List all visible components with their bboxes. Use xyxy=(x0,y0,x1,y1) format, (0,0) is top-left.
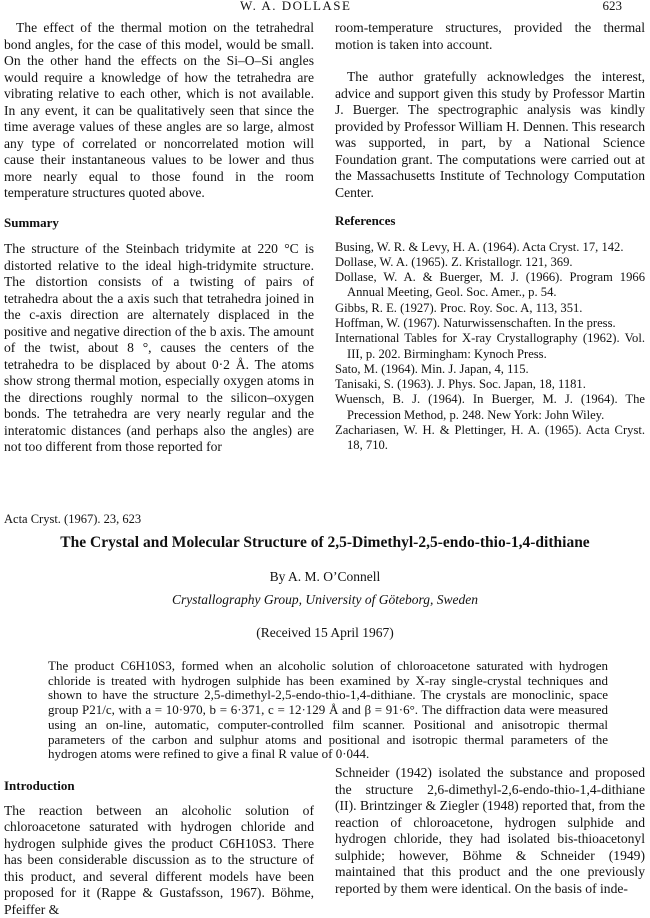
summary-heading: Summary xyxy=(4,215,314,232)
running-header xyxy=(0,0,650,16)
intro-right-column xyxy=(335,765,645,897)
reference-item: Hoffman, W. (1967). Naturwissenschaften. In the press. xyxy=(335,316,645,331)
reference-item: Tanisaki, S. (1963). J. Phys. Soc. Japan, 18, 1181. xyxy=(335,377,645,392)
author-affiliation: Crystallography Group, University of Göteborg, Sweden xyxy=(0,592,650,608)
reference-item: Busing, W. R. & Levy, H. A. (1964). Acta Cryst. 17, 142. xyxy=(335,240,645,255)
reference-item: Dollase, W. A. (1965). Z. Kristallogr. 121, 369. xyxy=(335,255,645,270)
article-title: The Crystal and Molecular Structure of 2,5-Dimethyl-2,5-endo-thio-1,4-dithiane xyxy=(0,534,650,552)
page-number: 623 xyxy=(603,0,623,14)
right-column-top xyxy=(335,20,645,454)
continued-paragraph: room-temperature structures, provided the thermal motion is taken into account. xyxy=(335,20,645,53)
reference-item: Gibbs, R. E. (1927). Proc. Roy. Soc. A, 113, 351. xyxy=(335,301,645,316)
references-heading: References xyxy=(335,213,645,230)
journal-citation: Acta Cryst. (1967). 23, 623 xyxy=(4,512,141,527)
reference-item: Dollase, W. A. & Buerger, M. J. (1966). Program 1966 Annual Meeting, Geol. Soc. Amer., p. 54. xyxy=(335,270,645,301)
abstract: The product C6H10S3, formed when an alcoholic solution of chloroacetone saturated with hydrogen chloride is treated with hydrogen sulphide has been examined by X-ray single-crystal techniques and shown to have the structure 2,5-dimethyl-2,5-endo-thio-1,4-dithiane. The crystals are monoclinic, space group P21/c, with a = 10·970, b = 6·371, c = 12·129 Å and β = 91·6°. The diffraction data were measured using an on-line, automatic, computer-controlled film scanner. Positional and anisotropic thermal parameters of the carbon and sulphur atoms and positional and isotropic thermal parameters of the hydrogen atoms were refined to give a final R value of 0·044. xyxy=(48,659,608,762)
intro-left-column xyxy=(4,778,314,918)
reference-item: Zachariasen, W. H. & Plettinger, H. A. (1965). Acta Cryst. 18, 710. xyxy=(335,423,645,454)
author-byline: By A. M. O’Connell xyxy=(0,569,650,585)
acknowledgement-paragraph: The author gratefully acknowledges the interest, advice and support given this study by Professor Martin J. Buerger. The spectrographic analysis was kindly provided by Professor William H. Dennen. This research was supported, in part, by a National Science Foundation grant. The computations were carried out at the Massachusetts Institute of Technology Computation Center. xyxy=(335,69,645,201)
introduction-paragraph-left: The reaction between an alcoholic solution of chloroacetone saturated with hydrogen chloride and hydrogen sulphide gives the product C6H10S3. There has been considerable discussion as to the structure of this product, and several different models have been proposed for it (Rappe & Gustafsson, 1967). Böhme, Pfeiffer & xyxy=(4,803,314,918)
reference-item: International Tables for X-ray Crystallography (1962). Vol. III, p. 202. Birmingham: Kynoch Press. xyxy=(335,331,645,362)
reference-item: Wuensch, B. J. (1964). In Buerger, M. J. (1964). The Precession Method, p. 248. New York: John Wiley. xyxy=(335,392,645,423)
introduction-paragraph-right: Schneider (1942) isolated the substance and proposed the structure 2,6-dimethyl-2,6-endo-thio-1,4-dithiane (II). Brintzinger & Ziegler (1948) reported that, from the reaction of chloroacetone, hydrogen sulphide and hydrogen chloride, they had isolated bis-thioacetonyl sulphide; however, Böhme & Schneider (1949) maintained that this product and the one previously reported by them were identical. On the basis of inde- xyxy=(335,765,645,897)
left-column-top xyxy=(4,20,314,456)
introduction-heading: Introduction xyxy=(4,778,314,795)
received-date: (Received 15 April 1967) xyxy=(0,625,650,641)
running-header-author: W. A. DOLLASE xyxy=(240,0,351,14)
reference-item: Sato, M. (1964). Min. J. Japan, 4, 115. xyxy=(335,362,645,377)
summary-paragraph: The structure of the Steinbach tridymite at 220 °C is distorted relative to the ideal high-tridymite structure. The distortion consists of a twisting of pairs of tetrahedra about the a axis such that tetrahedra joined in the c-axis direction are alternately displaced in the positive and negative direction of the b axis. The amount of the twist, about 8 °, causes the centers of the tetrahedra to be displaced by about 0·2 Å. The atoms show strong thermal motion, especially oxygen atoms in the directions roughly normal to the silicon–oxygen bonds. The tetrahedra are very nearly regular and the interatomic distances (and perhaps also the angles) are not too different from those reported for xyxy=(4,241,314,456)
thermal-motion-paragraph: The effect of the thermal motion on the tetrahedral bond angles, for the case of this model, would be small. On the other hand the effects on the Si–O–Si angles would require a knowledge of how the tetrahedra are vibrating relative to each other, which is not available. In any event, it can be qualitatively seen that since the time average values of these angles are so large, almost any type of correlated or noncorrelated motion will cause their instantaneous values to be lower and thus more nearly equal to those found in the room temperature structures quoted above. xyxy=(4,20,314,202)
reference-list xyxy=(335,240,645,454)
